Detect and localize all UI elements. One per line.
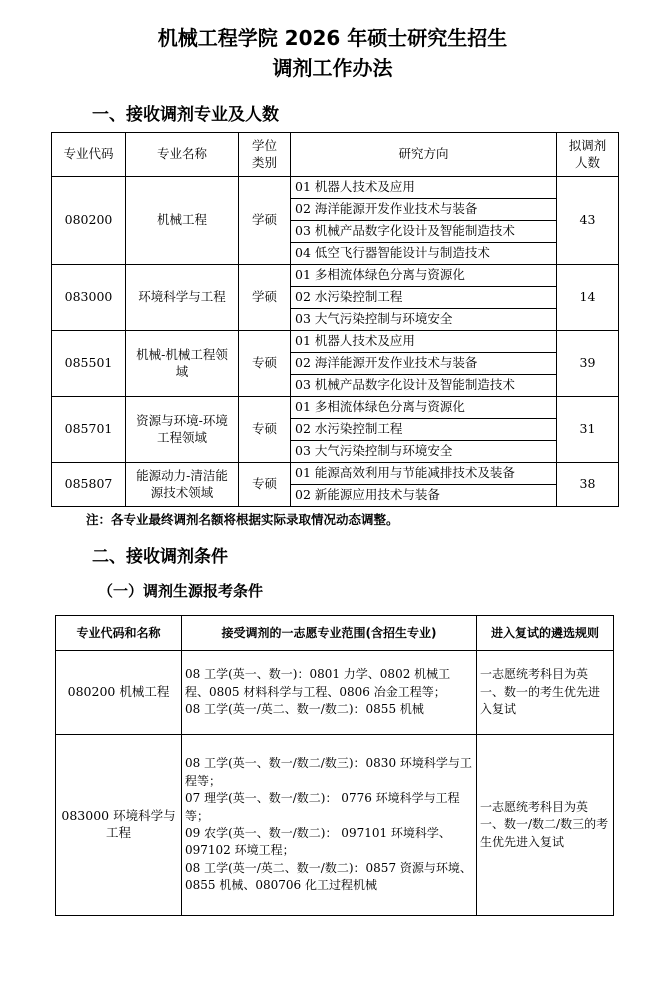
accepted-range — [182, 735, 477, 916]
research-direction: 03 大气污染控制与环境安全 — [291, 441, 557, 463]
degree-type: 学硕 — [239, 265, 291, 331]
degree-type: 学硕 — [239, 177, 291, 265]
table-row — [52, 265, 619, 287]
degree-type: 专硕 — [239, 331, 291, 397]
research-direction: 02 水污染控制工程 — [291, 287, 557, 309]
doc-title-line1: 机械工程学院 2026 年硕士研究生招生 — [157, 26, 508, 50]
doc-title-line2: 调剂工作办法 — [272, 56, 393, 80]
quota-count: 31 — [557, 397, 619, 463]
degree-type: 专硕 — [239, 463, 291, 507]
range-line: 08 工学(英一、数一/数二/数三)：0830 环境科学与工程等； — [185, 756, 472, 788]
quota-count: 43 — [557, 177, 619, 265]
header-count: 拟调剂人数 — [557, 133, 619, 177]
range-line: 09 农学(英一、数一/数二)： 097101 环境科学、097102 环境工程； — [185, 826, 451, 858]
major-code: 085701 — [52, 397, 126, 463]
table-row — [56, 651, 614, 735]
table-row — [52, 177, 619, 199]
research-direction: 03 机械产品数字化设计及智能制造技术 — [291, 375, 557, 397]
major-code: 085501 — [52, 331, 126, 397]
header-name: 专业名称 — [126, 133, 239, 177]
table-row — [56, 735, 614, 916]
quota-table-header — [52, 133, 619, 177]
table-row — [52, 397, 619, 419]
header-rule: 进入复试的遴选规则 — [477, 616, 614, 651]
quota-count: 14 — [557, 265, 619, 331]
section2-heading: 二、接收调剂条件 — [92, 547, 228, 567]
section2-subheading: （一）调剂生源报考条件 — [98, 582, 264, 600]
range-line: 08 工学(英一/英二、数一/数二)：0857 资源与环境、0855 机械、080706 化工过程机械 — [185, 860, 472, 893]
selection-rule: 一志愿统考科目为英一、数一的考生优先进入复试 — [477, 651, 614, 735]
major-code-name: 080200 机械工程 — [56, 651, 182, 735]
accepted-range — [182, 651, 477, 735]
research-direction: 02 新能源应用技术与装备 — [291, 485, 557, 507]
selection-rule: 一志愿统考科目为英一、数一/数二/数三的考生优先进入复试 — [477, 735, 614, 916]
research-direction: 02 海洋能源开发作业技术与装备 — [291, 199, 557, 221]
major-name: 环境科学与工程 — [126, 265, 239, 331]
conditions-table-header — [56, 616, 614, 651]
major-name: 机械-机械工程领域 — [126, 331, 239, 397]
section1-heading: 一、接收调剂专业及人数 — [92, 105, 279, 125]
range-line: 07 理学(英一、数一/数二)： 0776 环境科学与工程等； — [185, 791, 460, 823]
major-code: 085807 — [52, 463, 126, 507]
research-direction: 01 能源高效利用与节能减排技术及装备 — [291, 463, 557, 485]
conditions-table — [55, 615, 614, 916]
research-direction: 03 大气污染控制与环境安全 — [291, 309, 557, 331]
research-direction: 03 机械产品数字化设计及智能制造技术 — [291, 221, 557, 243]
research-direction: 02 海洋能源开发作业技术与装备 — [291, 353, 557, 375]
research-direction: 01 多相流体绿色分离与资源化 — [291, 265, 557, 287]
major-code: 080200 — [52, 177, 126, 265]
degree-type: 专硕 — [239, 397, 291, 463]
quota-count: 39 — [557, 331, 619, 397]
range-line: 08 工学(英一/英二、数一/数二)：0855 机械 — [185, 702, 424, 717]
research-direction: 02 水污染控制工程 — [291, 419, 557, 441]
header-direction: 研究方向 — [291, 133, 557, 177]
major-name: 资源与环境-环境工程领域 — [126, 397, 239, 463]
range-line: 08 工学(英一、数一)：0801 力学、0802 机械工程、0805 材料科学与工程、0806 冶金工程等； — [185, 667, 451, 699]
research-direction: 04 低空飞行器智能设计与制造技术 — [291, 243, 557, 265]
major-name: 能源动力-清洁能源技术领域 — [126, 463, 239, 507]
header-code: 专业代码 — [52, 133, 126, 177]
header-range: 接受调剂的一志愿专业范围(含招生专业) — [182, 616, 477, 651]
table-row — [52, 331, 619, 353]
major-code-name: 083000 环境科学与工程 — [56, 735, 182, 916]
major-name: 机械工程 — [126, 177, 239, 265]
header-type: 学位类别 — [239, 133, 291, 177]
quota-table — [51, 132, 619, 507]
research-direction: 01 机器人技术及应用 — [291, 177, 557, 199]
header-major: 专业代码和名称 — [56, 616, 182, 651]
research-direction: 01 多相流体绿色分离与资源化 — [291, 397, 557, 419]
research-direction: 01 机器人技术及应用 — [291, 331, 557, 353]
quota-count: 38 — [557, 463, 619, 507]
quota-note: 注：各专业最终调剂名额将根据实际录取情况动态调整。 — [86, 512, 399, 527]
major-code: 083000 — [52, 265, 126, 331]
table-row — [52, 463, 619, 485]
